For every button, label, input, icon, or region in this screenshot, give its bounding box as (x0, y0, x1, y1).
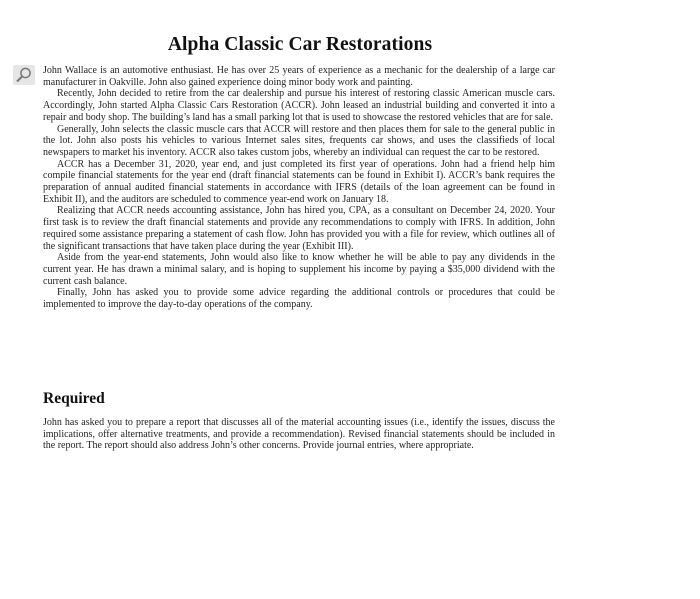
paragraph-year-end: ACCR has a December 31, 2020, year end, and just completed its first year of operations. John had a friend help him compile financial statements for the year end (draft financial statements can be found in Exhibit I). ACCR’s bank requires the preparation of annual audited financial statements in accordance with IFRS (details of the loan agreement can be found in Exhibit II), and the auditors are scheduled to commence year-end work on January 18. (43, 158, 555, 205)
case-body (43, 65, 555, 311)
paragraph-controls: Finally, John has asked you to provide some advice regarding the additional controls or procedures that could be implemented to improve the day-to-day operations of the company. (43, 287, 555, 311)
paragraph-engagement: Realizing that ACCR needs accounting assistance, John has hired you, CPA, as a consultant on December 24, 2020. Your first task is to review the draft financial statements and provide any recommendations to comply with IFRS. In addition, John required some assistance preparing a statement of cash flow. John has provided you with a file for review, which outlines all of the significant transactions that have taken place during the year (Exhibit III). (43, 205, 555, 252)
paragraph-dividends: Aside from the year-end statements, John would also like to know whether he will be able to pay any dividends in the current year. He has drawn a minimal salary, and is hoping to supplement his income by paying a $35,000 dividend with the current cash balance. (43, 252, 555, 287)
required-section (43, 417, 555, 452)
paragraph-operations: Generally, John selects the classic muscle cars that ACCR will restore and then places them for sale to the general public in the lot. John also posts his vehicles to various Internet sales sites, frequents car shows, and uses the classifieds of local newspapers to market his inventory. ACCR also takes custom jobs, whereby an individual can request the car to be restored. (43, 123, 555, 158)
required-text: John has asked you to prepare a report that discusses all of the material accounting issues (i.e., identify the issues, discuss the implications, offer alternative treatments, and provide a recommendation). Revised financial statements should be included in the report. The report should also address John’s other concerns. Provide journal entries, where appropriate. (43, 417, 555, 452)
document-title: Alpha Classic Car Restorations (167, 34, 433, 55)
paragraph-intro: John Wallace is an automotive enthusiast. He has over 25 years of experience as a mechanic for the dealership of a large car manufacturer in Oakville. John also gained experience doing minor body work and painting. (43, 65, 555, 88)
required-heading: Required (43, 390, 105, 407)
search-annotation-icon[interactable] (13, 65, 35, 85)
paragraph-background: Recently, John decided to retire from the car dealership and pursue his interest of restoring classic American muscle cars. Accordingly, John started Alpha Classic Cars Restoration (ACCR). John leased an industrial building and converted it into a repair and body shop. The building’s land has a small parking lot that is used to showcase the restored vehicles that are for sale. (43, 88, 555, 123)
